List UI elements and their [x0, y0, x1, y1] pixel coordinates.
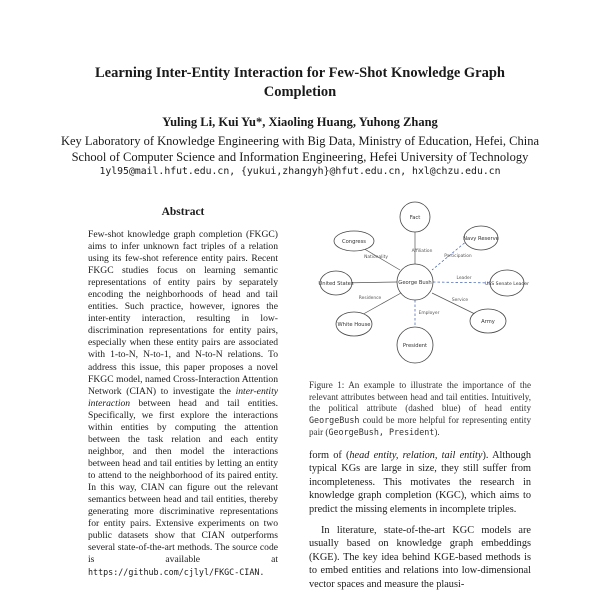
source-code-url[interactable]: https://github.com/cjlyl/FKGC-CIAN.: [88, 567, 265, 578]
affiliation-line-2: School of Computer Science and Information Engineering, Hefei University of Technology: [71, 150, 529, 164]
caption-code-2: GeorgeBush, President: [328, 426, 435, 437]
body-paragraph-1: [309, 449, 531, 516]
title-line-1: Learning Inter-Entity Interaction for Few-Shot Knowledge Graph: [94, 65, 505, 81]
node-president-label: President: [402, 343, 428, 349]
node-senate-label: USS Senate Leader: [485, 282, 529, 287]
node-army-label: Army: [481, 319, 495, 325]
figure-1-graph: [318, 200, 538, 375]
node-whitehouse-label: White House: [337, 322, 371, 328]
abstract-emphasis: inter-entity interaction: [88, 385, 278, 409]
edge-label-3: Participation: [444, 254, 472, 259]
body-p1-start: form of (: [309, 450, 350, 461]
edge-label-1: Affiliation: [411, 249, 433, 254]
body-p1-rest: ). Although typical KGs are large in size, they still suffer from incompleteness. This motivates the research in knowledge graph completion (KGC), which aims to predict the missing elements in incomplete triples.: [309, 450, 531, 515]
edge-label-2: Nationality: [364, 255, 388, 260]
paper-title: [60, 64, 540, 102]
edge-label-5: Residence: [358, 296, 382, 301]
caption-text-1: Figure 1: An example to illustrate the importance of the relevant attributes between head and tail entities. Intuitively, the political attribute (dashed blue) of head entity: [309, 380, 531, 414]
body-p1-emphasis: head entity, relation, tail entity: [349, 450, 483, 461]
edge-label-7: Employer: [418, 311, 440, 316]
node-navy-label: Navy Reserve: [463, 236, 499, 242]
abstract-body: [88, 229, 278, 579]
abstract-text-2: between head and tail entities. Specifically, we first explore the interactions within entities by computing the attention between the task relation and each entity neighbor, and then model the interactions between head and tail entities by letting an entity to attend to the neighborhood of its paired entity. In this way, CIAN can figure out the relevant semantics between head and tail entities, thereby generating more discriminative representations for entity pairs. Extensive experiments on two public datasets show that CIAN outperforms several state-of-the-art methods. The source code is available at: [88, 397, 278, 566]
caption-text-3: ).: [434, 426, 440, 437]
author-emails: 1yl95@mail.hfut.edu.cn, {yukui,zhangyh}@hfut.edu.cn, hxl@chzu.edu.cn: [99, 166, 501, 177]
node-fact-label: Fact: [409, 215, 421, 221]
node-us-label: United States: [318, 281, 354, 287]
body-text: [309, 449, 531, 599]
caption-text-2: could be more helpful for representing entity pair (: [309, 415, 531, 437]
figure-1-caption: [309, 380, 531, 439]
body-paragraph-2: In literature, state-of-the-art KGC models are usually based on knowledge graph embeddings (KGE). The key idea behind KGE-based methods is to embed entities and relations into low-dimensional vector spaces and measure the plausi-: [309, 525, 531, 590]
node-congress-label: Congress: [342, 239, 366, 245]
author-list: Yuling Li, Kui Yu*, Xiaoling Huang, Yuhong Zhang: [162, 115, 438, 129]
abstract-heading: Abstract: [161, 206, 205, 218]
title-line-2: Completion: [263, 84, 337, 100]
affiliation-line-1: Key Laboratory of Knowledge Engineering with Big Data, Ministry of Education, Hefei, China: [60, 134, 539, 148]
edge-label-6: Service: [451, 298, 469, 303]
node-bush-label: George Bush: [398, 280, 432, 286]
abstract-text-1: Few-shot knowledge graph completion (FKGC) aims to infer unknown fact triples of a relation using its few-shot reference entity pairs. Recent FKGC studies focus on learning semantic representations of entity pairs by separately encoding the neighborhoods of head and tail entities. Such practice, however, ignores the inter-entity interaction, resulting in low-discrimination representations for entity pairs, especially when these entity pairs are associated with 1-to-N, N-to-1, and N-to-N relations. To address this issue, this paper proposes a novel FKGC model, named Cross-Interaction Attention Network (CIAN) to investigate the: [88, 229, 278, 397]
edge-label-4: Leader: [456, 276, 472, 281]
caption-code-1: GeorgeBush: [309, 415, 360, 426]
